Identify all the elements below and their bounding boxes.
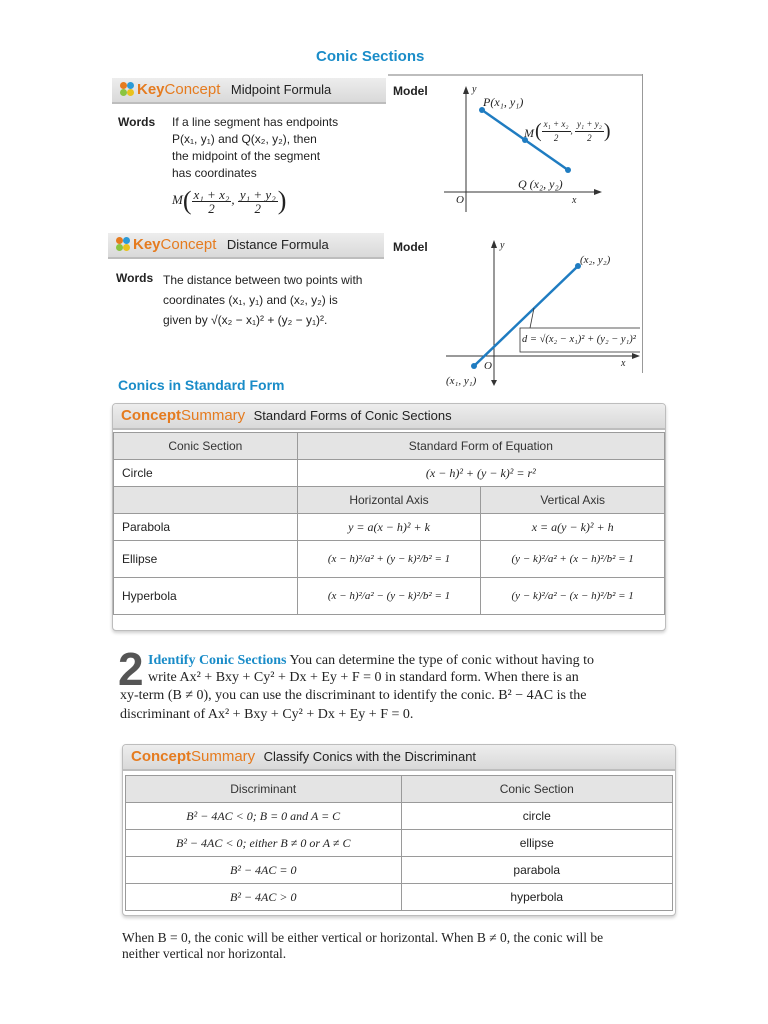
point-q [565, 167, 571, 173]
distance-graph-y-label: y [500, 240, 505, 251]
col-header-conic: Conic Section [401, 776, 673, 803]
distance-words-line: coordinates (x₁, y₁) and (x₂, y₂) is [163, 293, 338, 307]
kc-concept-text: Concept [164, 81, 221, 98]
identify-line1: You can determine the type of conic without having to [289, 653, 595, 668]
footer-line1: When B = 0, the conic will be either vertical or horizontal. When B ≠ 0, the conic will be [122, 930, 604, 945]
midpoint-words-line: If a line segment has endpoints [172, 115, 339, 129]
row-label-parabola: Parabola [114, 514, 298, 541]
conic-cell: ellipse [401, 830, 673, 857]
standard-form-title: Standard Forms of Conic Sections [253, 408, 452, 423]
col-header-conic: Conic Section [114, 433, 298, 460]
midpoint-words-line: the midpoint of the segment [172, 149, 321, 163]
conic-cell: parabola [401, 857, 673, 884]
disc-cell: B² − 4AC < 0; either B ≠ 0 or A ≠ C [126, 830, 402, 857]
col-header-horizontal: Horizontal Axis [297, 487, 481, 514]
conic-cell: hyperbola [401, 884, 673, 911]
distance-words [163, 270, 362, 330]
midpoint-graph [420, 84, 640, 214]
standard-form-panel [112, 403, 666, 631]
kc-concept-text: Concept [160, 236, 217, 253]
midpoint-header-bar [112, 78, 386, 104]
midpoint-graph-x-label: x [572, 195, 577, 206]
table-row [114, 541, 665, 578]
table-row [114, 487, 665, 514]
midpoint-words-label: Words [118, 115, 156, 129]
midpoint-words-line: has coordinates [172, 166, 257, 180]
concept-summary-summary: Summary [191, 748, 256, 765]
label-p1: (x₁, y₁) [446, 375, 477, 387]
distance-header-bar [108, 233, 384, 259]
y-axis-down-arrow-icon [491, 380, 497, 386]
row-label-hyperbola: Hyperbola [114, 578, 298, 615]
distance-words-line: given by √(x₂ − x₁)² + (y₂ − y₁)². [163, 313, 328, 327]
ellipse-horizontal: (x − h)²/a² + (y − k)²/b² = 1 [297, 541, 481, 578]
label-m-coords: ( $\frac{\text{x₁ + x₂}}{2}$ , $\frac{\text{y₁ + y₂}}{2}$ ) [535, 119, 611, 143]
parabola-vertical: x = a(y − k)² + h [481, 514, 665, 541]
label-p2: (x₂, y₂) [580, 254, 611, 266]
footer-line2: neither vertical nor horizontal. [122, 946, 287, 961]
disc-cell: B² − 4AC > 0 [126, 884, 402, 911]
disc-cell: B² − 4AC = 0 [126, 857, 402, 884]
standard-form-header-bar [113, 404, 665, 430]
label-m: M [524, 126, 534, 140]
kc-key-text: Key [137, 81, 165, 98]
distance-graph-origin: O [484, 360, 492, 372]
empty-header-cell [114, 487, 298, 514]
identify-heading: Identify Conic Sections [148, 653, 287, 668]
circle-equation: (x − h)² + (y − k)² = r² [297, 460, 664, 487]
ellipse-vertical: (y − k)²/a² + (x − h)²/b² = 1 [481, 541, 665, 578]
page-title: Conic Sections [316, 48, 425, 65]
key-concept-logo-icon [116, 237, 130, 251]
table-row [126, 884, 673, 911]
identify-line3: xy-term (B ≠ 0), you can use the discriminant to identify the conic. B² − 4AC is the [120, 688, 587, 703]
standard-form-table [113, 432, 665, 615]
y-axis-arrow-icon [491, 240, 497, 248]
midpoint-words [172, 114, 338, 182]
table-row [114, 433, 665, 460]
identify-line4: discriminant of Ax² + Bxy + Cy² + Dx + Ey + F = 0. [120, 707, 414, 722]
hyperbola-vertical: (y − k)²/a² − (x − h)²/b² = 1 [481, 578, 665, 615]
table-row [114, 460, 665, 487]
key-concept-logo-icon [120, 82, 134, 96]
discriminant-title: Classify Conics with the Discriminant [263, 749, 477, 764]
hyperbola-horizontal: (x − h)²/a² − (y − k)²/b² = 1 [297, 578, 481, 615]
discriminant-header-bar [123, 745, 675, 771]
x-axis-arrow-icon [594, 189, 602, 195]
distance-title: Distance Formula [226, 237, 329, 252]
parabola-horizontal: y = a(x − h)² + k [297, 514, 481, 541]
kc-key-text: Key [133, 236, 161, 253]
col-header-equation: Standard Form of Equation [297, 433, 664, 460]
standard-form-heading: Conics in Standard Form [118, 377, 285, 393]
table-row [126, 776, 673, 803]
conic-cell: circle [401, 803, 673, 830]
frac-y: $\frac{\text{y₁ + y₂}}{2}$ [239, 186, 276, 216]
point-1 [471, 363, 477, 369]
midpoint-graph-y-label: y [472, 84, 477, 95]
discriminant-table [125, 775, 673, 911]
table-row [126, 857, 673, 884]
identify-line2: write Ax² + Bxy + Cy² + Dx + Ey + F = 0 in standard form. When there is an [148, 670, 579, 685]
table-row [114, 578, 665, 615]
table-row [126, 803, 673, 830]
row-label-ellipse: Ellipse [114, 541, 298, 578]
distance-words-label: Words [116, 271, 154, 285]
distance-formula: d = √(x₂ − x₁)² + (y₂ − y₁)² [522, 334, 636, 345]
concept-summary-concept: Concept [121, 407, 181, 424]
distance-graph-x-label: x [621, 358, 626, 369]
col-header-discriminant: Discriminant [126, 776, 402, 803]
midpoint-graph-origin: O [456, 194, 464, 206]
lesson-number: 2 [118, 643, 144, 695]
midpoint-model-label: Model [393, 84, 428, 98]
distance-model-label: Model [393, 240, 428, 254]
concept-summary-concept: Concept [131, 748, 191, 765]
midpoint-formula: M( $\frac{\text{x₁ + x₂}}{2}$ , $\frac{\text{y₁ + y₂}}{2}$ ) [172, 186, 287, 216]
x-axis-arrow-icon [632, 353, 640, 359]
row-label-circle: Circle [114, 460, 298, 487]
table-row [114, 514, 665, 541]
table-row [126, 830, 673, 857]
formula-m: M [172, 191, 183, 207]
concept-summary-summary: Summary [181, 407, 246, 424]
label-q: Q (x₂, y₂) [518, 177, 563, 191]
midpoint-title: Midpoint Formula [230, 82, 332, 97]
frac-x: $\frac{\text{x₁ + x₂}}{2}$ [193, 186, 230, 216]
y-axis-arrow-icon [463, 86, 469, 94]
label-p: P(x₁, y₁) [483, 95, 524, 109]
col-header-vertical: Vertical Axis [481, 487, 665, 514]
midpoint-words-line: P(x₁, y₁) and Q(x₂, y₂), then [172, 132, 317, 146]
discriminant-panel [122, 744, 676, 916]
distance-words-line: The distance between two points with [163, 273, 363, 287]
disc-cell: B² − 4AC < 0; B = 0 and A = C [126, 803, 402, 830]
